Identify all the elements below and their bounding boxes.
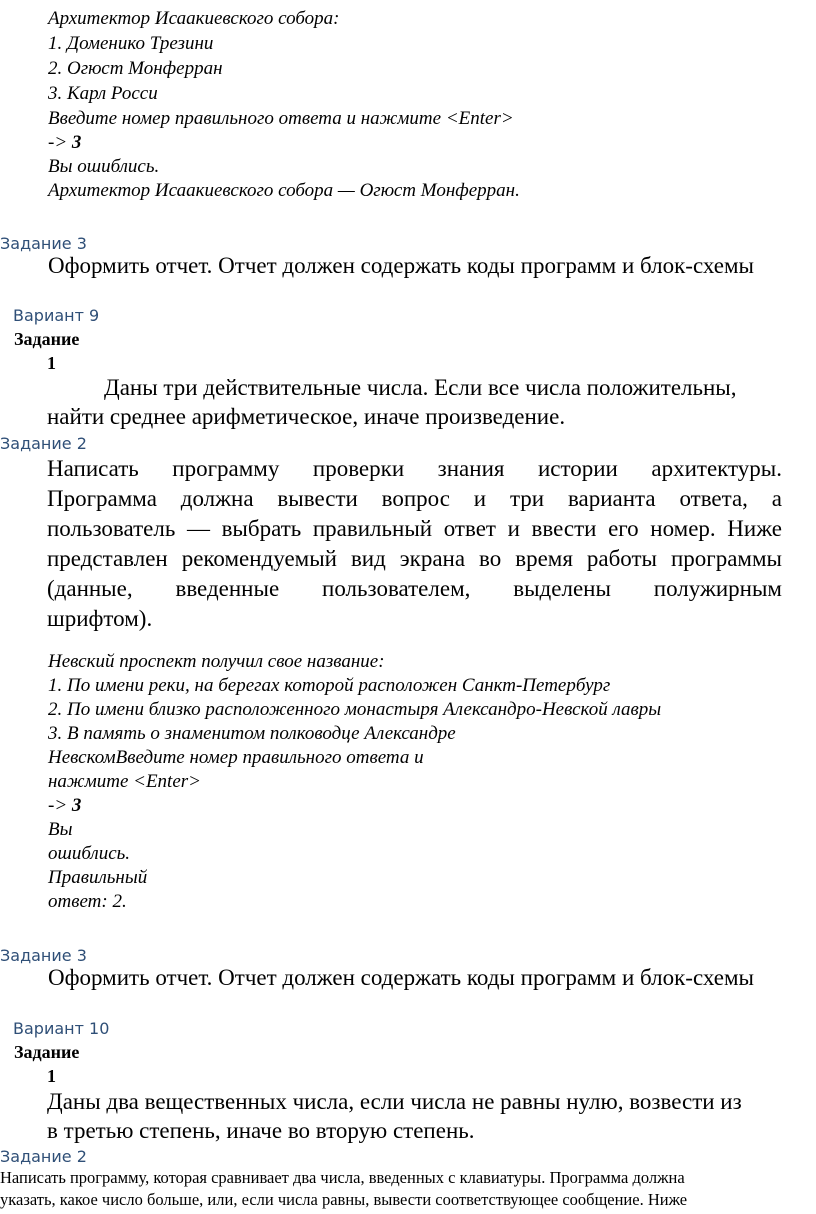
task2-heading: Задание 2 [0,434,87,453]
prompt-value: 3 [71,132,82,153]
task1-line: Даны три действительные числа. Если все числа положительны, [104,375,737,400]
example-line: 2. По имени близко расположенного монастыря Александро-Невской лавры [48,699,662,720]
example-line: Вы [48,819,73,840]
task2-line: представлен рекомендуемый вид экрана во время работы программы [47,546,782,571]
task2-line: Написать программу проверки знания истории архитектуры. [47,456,782,481]
task2-line: пользователь — выбрать правильный ответ и ввести его номер. Ниже [47,516,782,541]
prompt-value: 3 [71,795,82,816]
example-line: Правильный [48,867,148,888]
task2-heading: Задание 2 [0,1147,87,1166]
task2-line: Программа должна вывести вопрос и три варианта ответа, а [47,486,782,511]
example-line: 1. Доменико Трезини [48,33,214,54]
task2-line: (данные, введенные пользователем, выделены полужирным [47,576,782,601]
example-line: Архитектор Исаакиевского собора — Огюст Монферран. [48,180,520,201]
task2-line: шрифтом). [47,606,153,631]
variant-heading: Вариант 10 [13,1019,110,1038]
task2-line: Написать программу, которая сравнивает два числа, введенных с клавиатуры. Программа должна [0,1168,685,1187]
prompt-line [48,794,81,818]
task1-line: в третью степень, иначе во вторую степень. [47,1118,475,1143]
task-label: Задание [14,329,80,349]
task3-text: Оформить отчет. Отчет должен содержать коды программ и блок-схемы [48,965,754,990]
prompt-line [48,131,81,155]
prompt-arrow: -> [48,795,72,816]
task-number: 1 [47,353,56,373]
example-line: нажмите <Enter> [48,771,201,792]
task3-heading: Задание 3 [0,946,87,965]
task3-heading: Задание 3 [0,234,87,253]
task2-line: указать, какое число больше, или, если числа равны, вывести соответствующее сообщение. Ниже [0,1190,688,1209]
example-line: НевскомВведите номер правильного ответа и [48,747,424,768]
task3-text: Оформить отчет. Отчет должен содержать коды программ и блок-схемы [48,253,754,278]
example-line: 3. Карл Росси [48,83,158,104]
example-line: 3. В память о знаменитом полководце Александре [48,723,456,744]
example-line: Вы ошиблись. [48,156,160,177]
example-line: ошиблись. [48,843,131,864]
example-line: Невский проспект получил свое название: [48,651,385,672]
task-label: Задание [14,1042,80,1062]
task-number: 1 [47,1066,56,1086]
task1-line: найти среднее арифметическое, иначе произведение. [47,404,566,429]
example-line: ответ: 2. [48,891,127,912]
example-line: Введите номер правильного ответа и нажмите <Enter> [48,108,514,129]
example-line: Архитектор Исаакиевского собора: [48,8,340,29]
prompt-arrow: -> [48,132,72,153]
task1-line: Даны два вещественных числа, если числа не равны нулю, возвести из [47,1089,742,1114]
task2-paragraph [47,454,782,634]
example-line: 2. Огюст Монферран [48,58,223,79]
variant-heading: Вариант 9 [13,306,100,325]
example-line: 1. По имени реки, на берегах которой расположен Санкт-Петербург [48,675,611,696]
